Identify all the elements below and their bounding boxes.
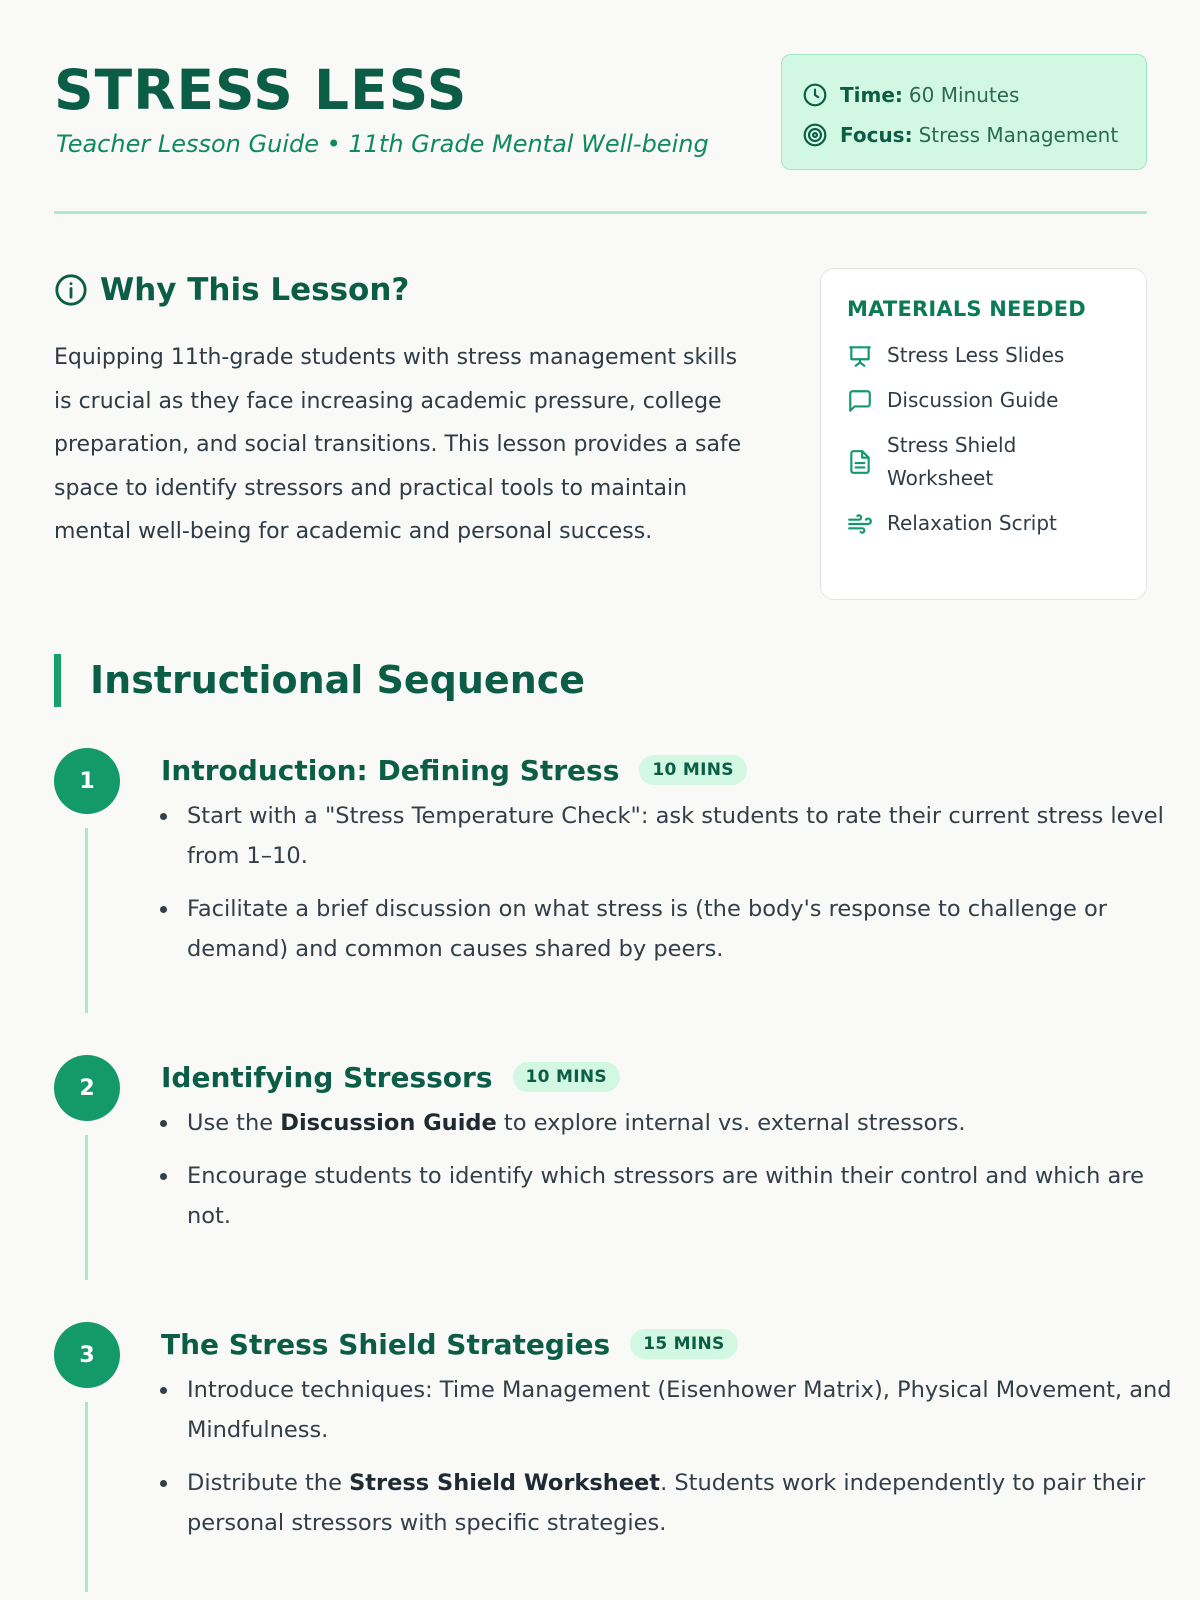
time-label: Time: xyxy=(840,83,903,107)
step-number: 3 xyxy=(54,1322,120,1388)
materials-card xyxy=(820,268,1147,600)
why-heading xyxy=(54,268,754,312)
step-header xyxy=(161,1055,620,1099)
duration-badge: 15 MINS xyxy=(630,1329,737,1359)
step-connector-line xyxy=(85,1402,88,1592)
presentation-icon xyxy=(847,343,873,369)
why-title: Why This Lesson? xyxy=(100,272,410,308)
bold-term: Discussion Guide xyxy=(280,1110,497,1136)
materials-title: MATERIALS NEEDED xyxy=(847,297,1086,321)
info-icon xyxy=(54,273,88,307)
step-title: Introduction: Defining Stress xyxy=(161,753,620,787)
step-connector-line xyxy=(85,828,88,1013)
page-title: STRESS LESS xyxy=(54,58,468,122)
why-section xyxy=(54,268,754,554)
step-header xyxy=(161,748,747,792)
duration-badge: 10 MINS xyxy=(513,1062,620,1092)
page-subtitle: Teacher Lesson Guide • 11th Grade Mental Well-being xyxy=(56,130,709,158)
step-connector-line xyxy=(85,1135,88,1280)
focus-row xyxy=(802,115,1146,155)
focus-label: Focus: xyxy=(840,123,913,147)
bullet-item: Use the Discussion Guide to explore internal vs. external stressors. xyxy=(187,1103,1187,1143)
bullet-item: Start with a "Stress Temperature Check": ask students to rate their current stress level from 1–10. xyxy=(187,796,1187,876)
lesson-meta-box xyxy=(781,54,1147,170)
material-label: Relaxation Script xyxy=(887,511,1057,535)
step-header xyxy=(161,1322,738,1366)
bullet-item: Introduce techniques: Time Management (Eisenhower Matrix), Physical Movement, and Mindfulness. xyxy=(187,1370,1187,1450)
header-divider xyxy=(54,211,1147,214)
step-bullets xyxy=(187,1370,1187,1556)
time-row xyxy=(802,75,1146,115)
step-bullets xyxy=(187,1103,1187,1249)
time-value: 60 Minutes xyxy=(908,83,1020,107)
bullet-item: Distribute the Stress Shield Worksheet. Students work independently to pair their personal stressors with specific strategies. xyxy=(187,1463,1187,1543)
material-label: Stress Shield Worksheet xyxy=(887,433,1017,490)
duration-badge: 10 MINS xyxy=(639,755,746,785)
materials-list xyxy=(847,339,1120,540)
step-title: Identifying Stressors xyxy=(161,1060,493,1094)
target-icon xyxy=(802,122,828,148)
step-title: The Stress Shield Strategies xyxy=(161,1327,611,1361)
step-number: 1 xyxy=(54,748,120,814)
wind-icon xyxy=(847,511,873,537)
material-label: Discussion Guide xyxy=(887,388,1059,412)
clock-icon xyxy=(802,82,828,108)
bullet-item: Facilitate a brief discussion on what stress is (the body's response to challenge or demand) and common causes shared by peers. xyxy=(187,889,1187,969)
why-text: Equipping 11th-grade students with stress management skills is crucial as they face increasing academic pressure, college preparation, and social transitions. This lesson provides a safe space to identify stressors and practical tools to maintain mental well-being for academic and personal success. xyxy=(54,345,742,544)
bullet-item: Encourage students to identify which stressors are within their control and which are not. xyxy=(187,1156,1187,1236)
chat-bubble-icon xyxy=(847,388,873,414)
step-number: 2 xyxy=(54,1055,120,1121)
lesson-header xyxy=(54,50,1147,220)
material-item xyxy=(847,429,1120,495)
material-item xyxy=(847,507,1120,540)
document-icon xyxy=(847,449,873,475)
step-bullets xyxy=(187,796,1187,982)
material-item xyxy=(847,339,1120,372)
bold-term: Stress Shield Worksheet xyxy=(349,1470,661,1496)
material-label: Stress Less Slides xyxy=(887,343,1065,367)
sequence-title: Instructional Sequence xyxy=(54,654,585,707)
focus-value: Stress Management xyxy=(918,123,1119,147)
material-item xyxy=(847,384,1120,417)
